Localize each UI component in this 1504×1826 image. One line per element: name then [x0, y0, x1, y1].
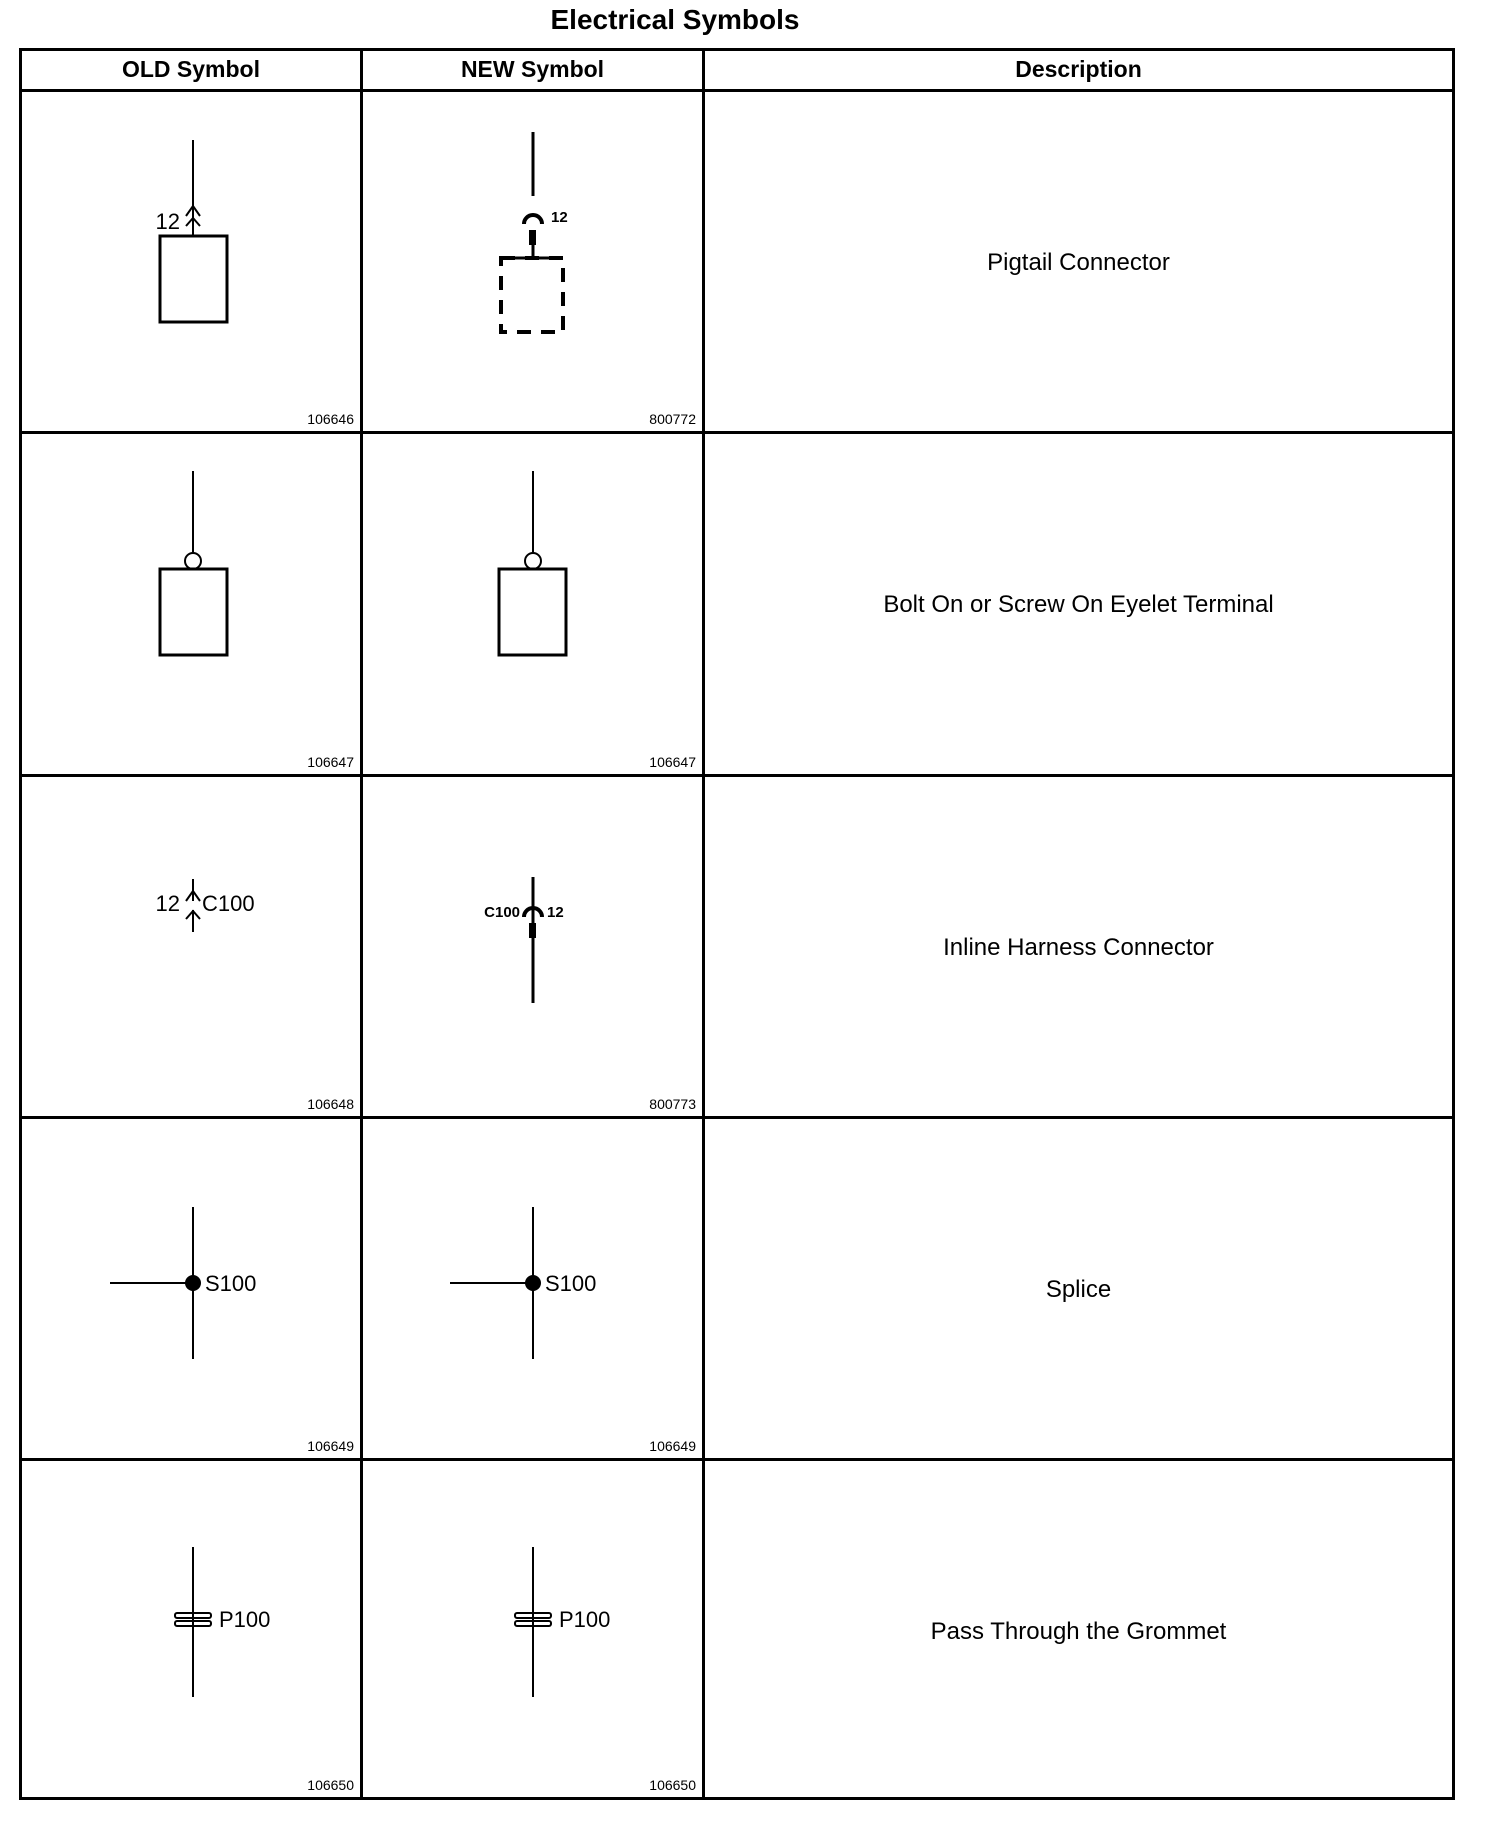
table-row: [22, 777, 360, 1116]
eyelet-terminal-new-symbol: [363, 434, 702, 774]
figure-code: 106650: [649, 1777, 696, 1793]
inline-harness-connector-new-symbol: [363, 777, 702, 1116]
eyelet-terminal-old-symbol: [22, 434, 360, 774]
description-text: Bolt On or Screw On Eyelet Terminal: [883, 591, 1274, 618]
figure-code: 106646: [307, 411, 354, 427]
table-row: [363, 434, 702, 774]
splice-new-symbol: [363, 1119, 702, 1458]
table-row: [22, 1119, 360, 1458]
figure-code: 106648: [307, 1096, 354, 1112]
table-row: [705, 92, 1452, 431]
page-title: Electrical Symbols: [550, 4, 800, 35]
figure-code: 106647: [307, 754, 354, 770]
table-row: [705, 1119, 1452, 1458]
description-text: Inline Harness Connector: [943, 934, 1214, 961]
figure-code: 106649: [649, 1438, 696, 1454]
table-row: [22, 1461, 360, 1797]
figure-code: 800773: [649, 1096, 696, 1112]
description-text: Pass Through the Grommet: [930, 1618, 1227, 1645]
connector-label: C100: [202, 891, 255, 916]
table-row: [22, 434, 360, 774]
table-row: [363, 777, 702, 1116]
pin-label: 12: [547, 904, 564, 921]
table-row: [705, 434, 1452, 774]
grommet-old-symbol: [22, 1461, 360, 1797]
figure-code: 106650: [307, 1777, 354, 1793]
pigtail-connector-new-symbol: [363, 92, 702, 431]
description-text: Splice: [1045, 1276, 1112, 1303]
header-new-symbol: NEW Symbol: [460, 56, 605, 82]
grommet-label: P100: [219, 1607, 271, 1632]
table-row: [22, 92, 360, 431]
header-description: Description: [1015, 56, 1142, 82]
figure-code: 106649: [307, 1438, 354, 1454]
pigtail-connector-old-symbol: [22, 92, 360, 431]
description-text: Pigtail Connector: [987, 249, 1170, 276]
inline-harness-connector-old-symbol: [22, 777, 360, 1116]
symbols-table: [19, 48, 1455, 1800]
table-row: [705, 777, 1452, 1116]
connector-label: C100: [484, 904, 520, 921]
grommet-label: P100: [559, 1607, 611, 1632]
table-row: [363, 1119, 702, 1458]
splice-label: S100: [545, 1271, 597, 1296]
splice-label: S100: [205, 1271, 257, 1296]
grommet-new-symbol: [363, 1461, 702, 1797]
pin-label: 12: [551, 209, 568, 226]
table-row: [705, 1461, 1452, 1797]
header-old-symbol: OLD Symbol: [121, 56, 260, 82]
table-row: [363, 92, 702, 431]
pin-label: 12: [155, 209, 180, 234]
table-row: [363, 1461, 702, 1797]
pin-label: 12: [155, 891, 180, 916]
splice-old-symbol: [22, 1119, 360, 1458]
figure-code: 106647: [649, 754, 696, 770]
figure-code: 800772: [649, 411, 696, 427]
